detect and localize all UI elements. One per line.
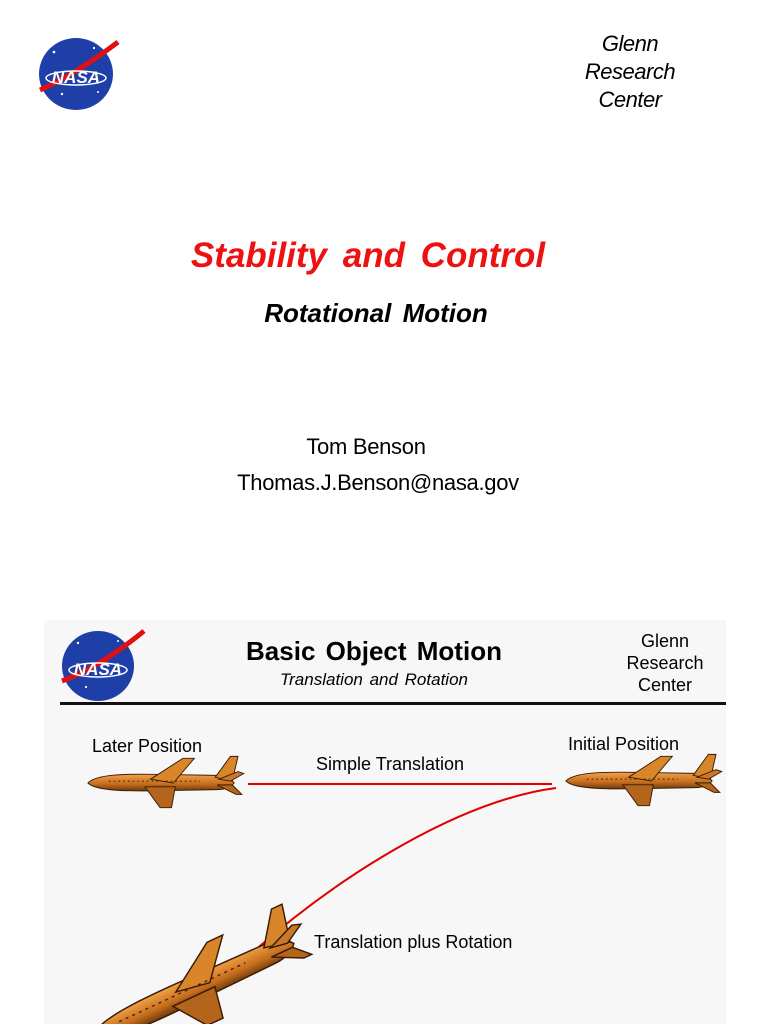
initial-position-label: Initial Position: [568, 734, 680, 754]
org-name-line: Research: [626, 653, 704, 673]
airplane-initial-position: [566, 754, 722, 805]
org-name-line: Glenn: [640, 631, 690, 651]
embedded-slide-heading: Basic Object Motion: [246, 636, 502, 666]
simple-translation-label: Simple Translation: [316, 754, 465, 774]
slide-subtitle: Rotational Motion: [264, 298, 488, 328]
slide-title: Stability and Control: [190, 236, 546, 275]
translation-plus-rotation-label: Translation plus Rotation: [314, 932, 513, 952]
airplane-later-position: [88, 756, 244, 807]
airplane-rotated-position: [74, 901, 323, 1024]
nasa-logo-text: NASA: [73, 660, 123, 679]
nasa-logo: [36, 34, 120, 112]
embedded-slide-subheading: Translation and Rotation: [280, 670, 468, 689]
embedded-slide: [44, 620, 726, 1024]
motion-diagram: [44, 620, 726, 1024]
org-name-line: Center: [637, 675, 693, 695]
later-position-label: Later Position: [92, 736, 203, 756]
nasa-logo-text: NASA: [51, 68, 101, 87]
org-name-line: Research: [584, 59, 676, 84]
org-name-line: Glenn: [601, 31, 659, 56]
author-name: Tom Benson: [306, 434, 426, 459]
org-name: [560, 30, 700, 114]
org-name-line: Center: [598, 87, 662, 112]
author-email: Thomas.J.Benson@nasa.gov: [237, 470, 519, 495]
